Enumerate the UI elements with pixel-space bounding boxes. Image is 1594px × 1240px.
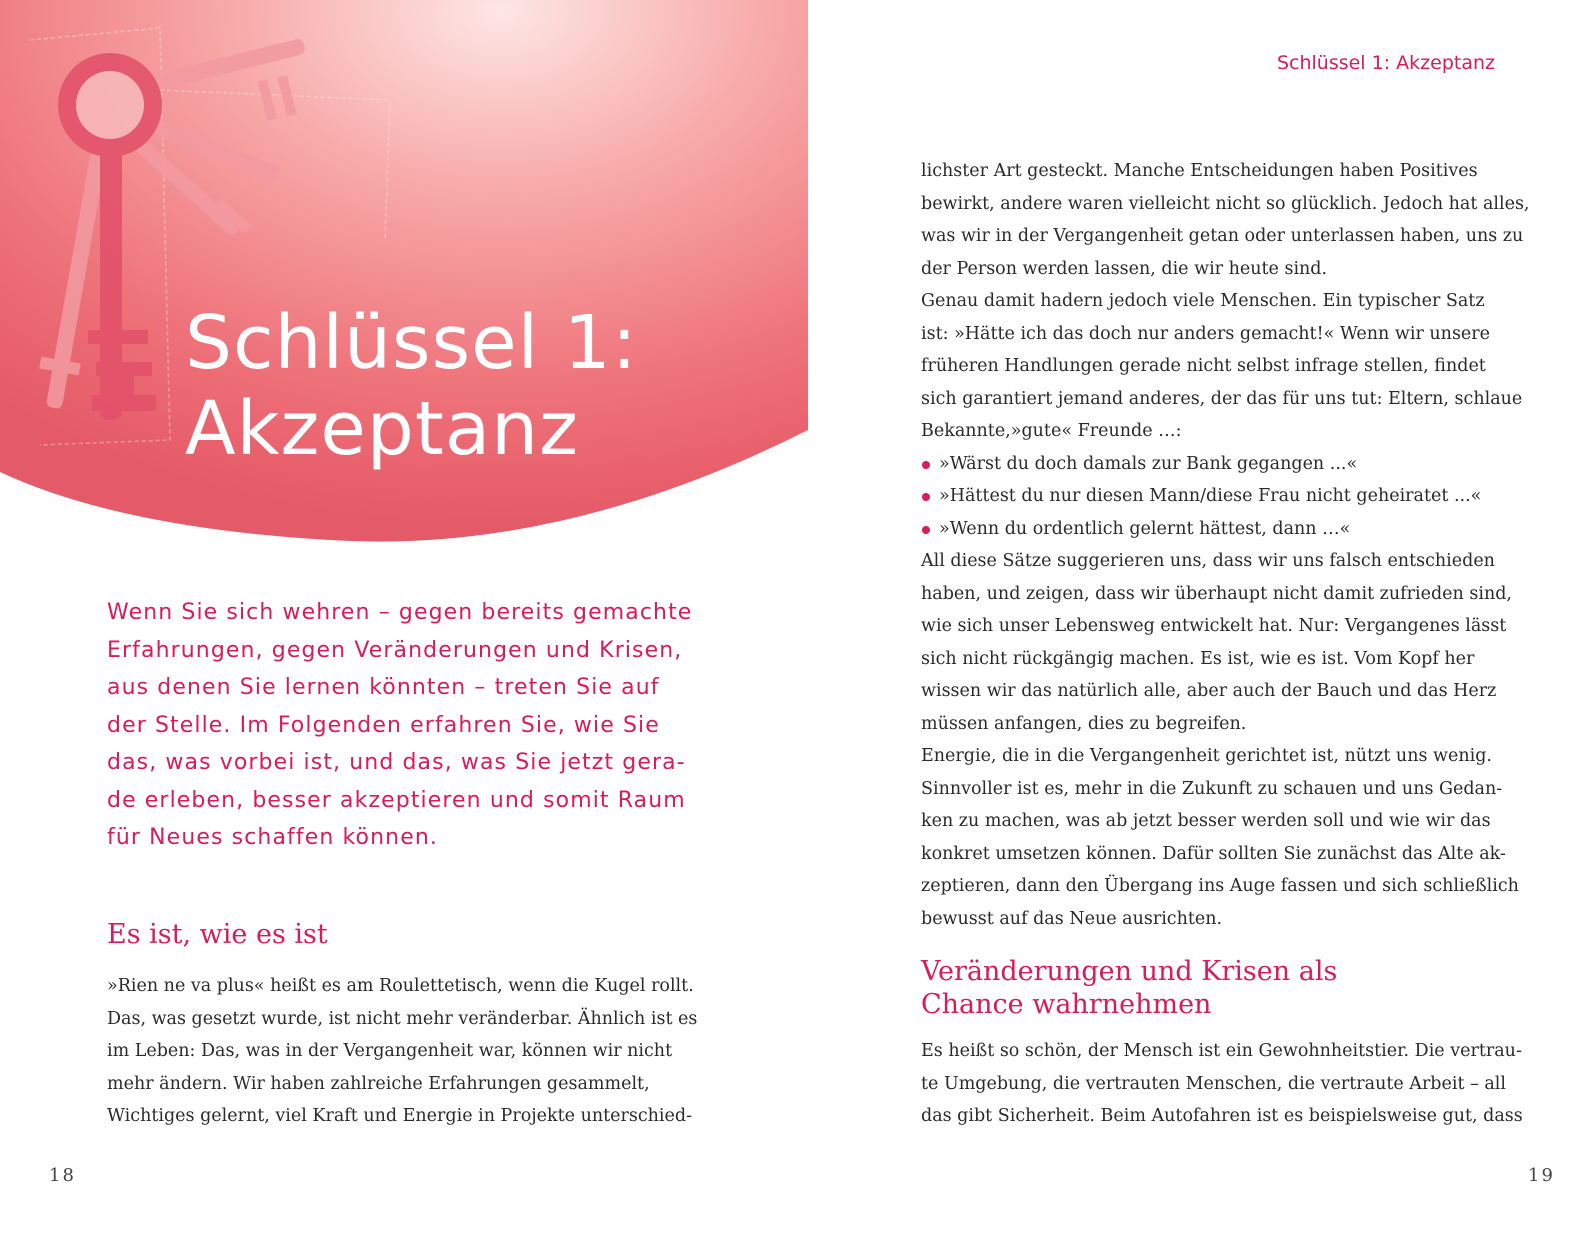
intro-line: Wenn Sie sich wehren – gegen bereits gemachte — [107, 600, 693, 625]
section-heading: Es ist, wie es ist — [107, 919, 328, 950]
paragraph — [921, 740, 1519, 935]
text-line: sich garantiert jemand anderes, der das für uns tut: Eltern, schlaue — [921, 388, 1523, 409]
text-line: mehr ändern. Wir haben zahlreiche Erfahrungen gesammelt, — [107, 1073, 650, 1094]
chapter-title-line: Akzeptanz — [185, 386, 579, 472]
text-line: Genau damit hadern jedoch viele Menschen. Ein typischer Satz — [921, 291, 1485, 311]
paragraph — [921, 285, 1523, 448]
body-column — [921, 155, 1530, 935]
text-line: sich nicht rückgängig machen. Es ist, wie es ist. Vom Kopf her — [921, 648, 1475, 669]
section-heading-line: Chance wahrnehmen — [921, 989, 1212, 1020]
text-line: im Leben: Das, was in der Vergangenheit war, können wir nicht — [107, 1041, 673, 1061]
body-paragraph — [107, 970, 698, 1133]
intro-line: Erfahrungen, gegen Veränderungen und Krisen, — [107, 637, 683, 663]
paragraph — [921, 545, 1512, 740]
text-line: ist: »Hätte ich das doch nur anders gemacht!« Wenn wir unsere — [921, 323, 1490, 344]
chapter-title-line: Schlüssel 1: — [185, 300, 638, 386]
chapter-hero — [0, 0, 808, 560]
page-number: 18 — [49, 1165, 76, 1186]
intro-line: aus denen Sie lernen könnten – treten Sie auf — [107, 675, 660, 700]
text-line: ken zu machen, was ab jetzt besser werden soll und wie wir das — [921, 811, 1491, 831]
intro-line: das, was vorbei ist, und das, was Sie jetzt gera- — [107, 750, 686, 775]
running-head: Schlüssel 1: Akzeptanz — [1276, 52, 1495, 74]
text-line: Sinnvoller ist es, mehr in die Zukunft zu schauen und uns Gedan- — [921, 778, 1503, 799]
list-item: »Hättest du nur diesen Mann/diese Frau nicht geheiratet ...« — [921, 480, 1506, 513]
text-line: »Rien ne va plus« heißt es am Roulettetisch, wenn die Kugel rollt. — [107, 976, 694, 996]
text-line: was wir in der Vergangenheit getan oder unterlassen haben, uns zu — [921, 226, 1524, 246]
text-line: bewusst auf das Neue ausrichten. — [921, 908, 1223, 929]
text-line: müssen anfangen, dies zu begreifen. — [921, 713, 1247, 734]
text-line: All diese Sätze suggerieren uns, dass wir uns falsch entschieden — [921, 551, 1495, 571]
text-line: Bekannte,»gute« Freunde …: — [921, 421, 1182, 441]
text-line: Das, was gesetzt wurde, ist nicht mehr veränderbar. Ähnlich ist es — [107, 1008, 698, 1029]
text-line: lichster Art gesteckt. Manche Entscheidungen haben Positives — [921, 161, 1478, 181]
intro-line: für Neues schaffen können. — [107, 825, 438, 850]
text-line: zeptieren, dann den Übergang ins Auge fassen und sich schließlich — [921, 876, 1519, 896]
text-line: wie sich unser Lebensweg entwickelt hat. Nur: Vergangenes lässt — [921, 616, 1507, 636]
bullet-list — [921, 448, 1506, 546]
paragraph — [921, 155, 1530, 285]
page-number: 19 — [1528, 1165, 1555, 1186]
text-line: Wichtiges gelernt, viel Kraft und Energie in Projekte unterschied- — [107, 1106, 692, 1126]
text-line: bewirkt, andere waren vielleicht nicht so glücklich. Jedoch hat alles, — [921, 193, 1530, 214]
text-line: wissen wir das natürlich alle, aber auch der Bauch und das Herz — [921, 681, 1497, 701]
text-line: Es heißt so schön, der Mensch ist ein Gewohnheitstier. Die vertrau- — [921, 1041, 1522, 1061]
text-line: früheren Handlungen gerade nicht selbst infrage stellen, findet — [921, 356, 1486, 376]
text-line: das gibt Sicherheit. Beim Autofahren ist es beispielsweise gut, dass — [921, 1106, 1523, 1126]
text-line: haben, und zeigen, dass wir überhaupt nicht damit zufrieden sind, — [921, 583, 1512, 604]
text-line: konkret umsetzen können. Dafür sollten Sie zunächst das Alte ak- — [921, 843, 1506, 864]
intro-line: de erleben, besser akzeptieren und somit Raum — [107, 787, 686, 813]
text-line: der Person werden lassen, die wir heute sind. — [921, 258, 1328, 279]
text-line: te Umgebung, die vertrauten Menschen, die vertraute Arbeit – all — [921, 1073, 1507, 1094]
section-heading-line: Veränderungen und Krisen als — [921, 956, 1338, 987]
section-heading — [921, 955, 1401, 1021]
list-item: »Wenn du ordentlich gelernt hättest, dann …« — [921, 513, 1506, 546]
body-paragraph — [921, 1035, 1523, 1133]
hero-background — [0, 0, 808, 560]
list-item: »Wärst du doch damals zur Bank gegangen ...« — [921, 448, 1506, 481]
intro-line: der Stelle. Im Folgenden erfahren Sie, wie Sie — [107, 712, 660, 738]
text-line: Energie, die in die Vergangenheit gerichtet ist, nützt uns wenig. — [921, 746, 1492, 766]
chapter-intro — [107, 594, 707, 857]
chapter-title — [185, 300, 785, 472]
